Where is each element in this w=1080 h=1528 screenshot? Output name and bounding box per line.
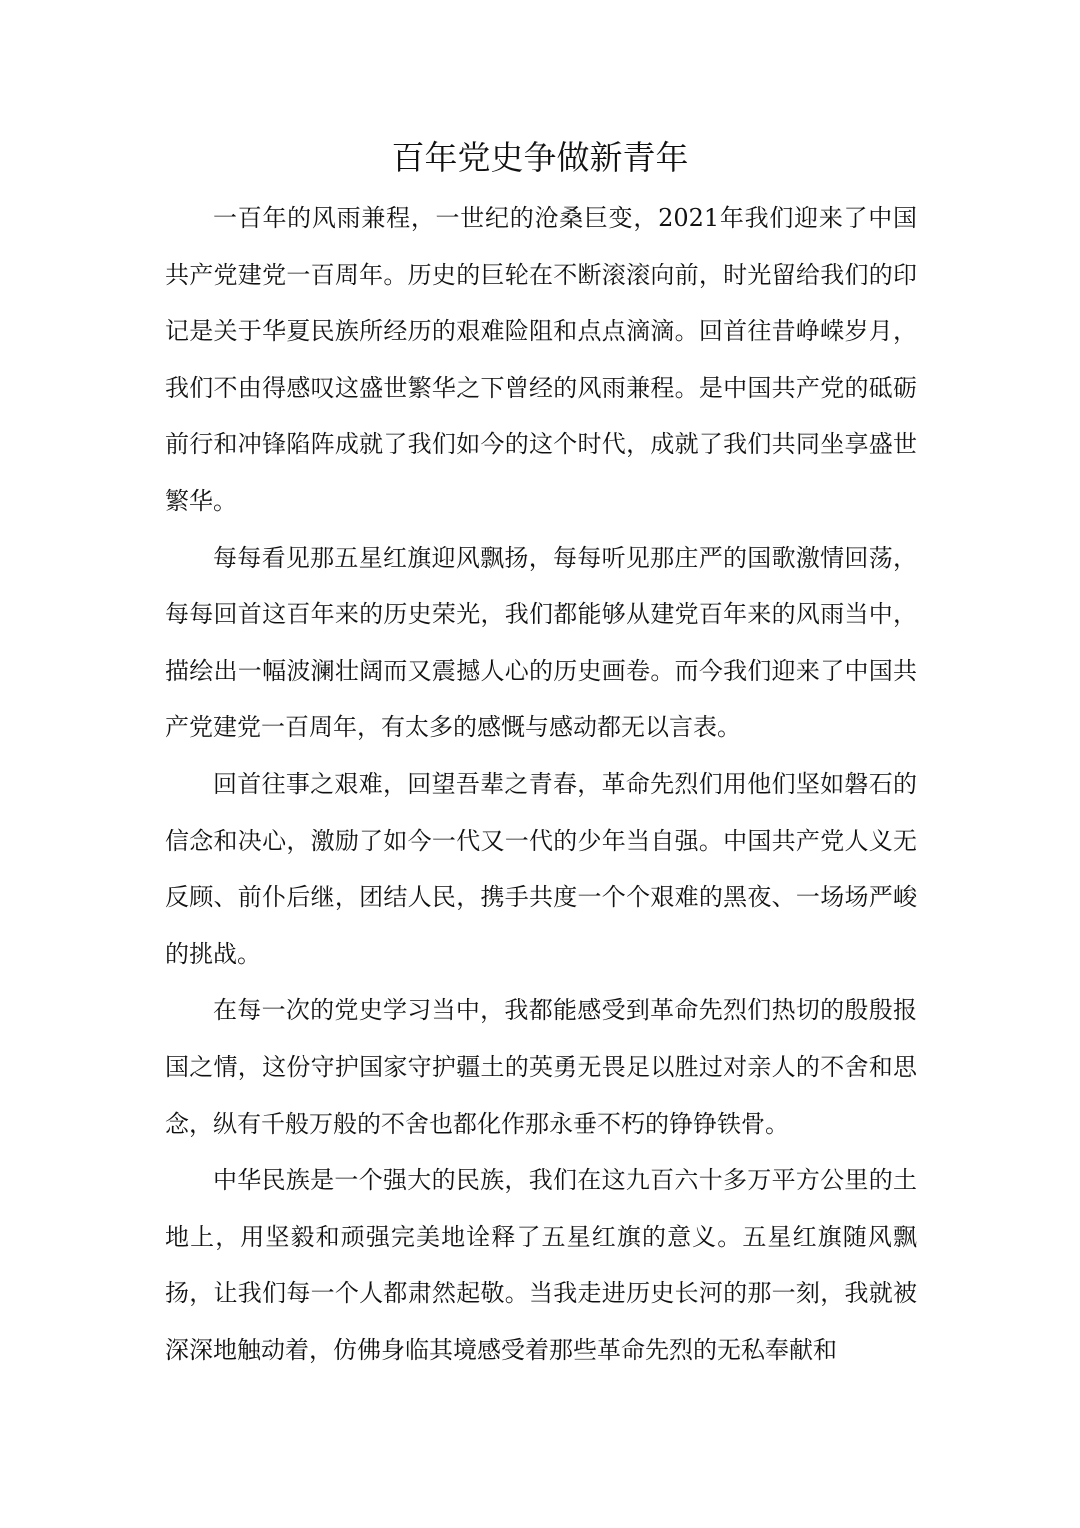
- paragraph-2: 每每看见那五星红旗迎风飘扬，每每听见那庄严的国歌激情回荡，每每回首这百年来的历史荣光，我们都能够从建党百年来的风雨当中，描绘出一幅波澜壮阔而又震撼人心的历史画卷。而今我们迎来了中国共产党建党一百周年，有太多的感慨与感动都无以言表。: [165, 543, 917, 742]
- paragraph-4: 在每一次的党史学习当中，我都能感受到革命先烈们热切的殷殷报国之情，这份守护国家守护疆土的英勇无畏足以胜过对亲人的不舍和思念，纵有千般万般的不舍也都化作那永垂不朽的铮铮铁骨。: [165, 996, 917, 1138]
- document-title: 百年党史争做新青年: [391, 138, 689, 177]
- paragraph-3: 回首往事之艰难，回望吾辈之青春，革命先烈们用他们坚如磐石的信念和决心，激励了如今一代又一代的少年当自强。中国共产党人义无反顾、前仆后继，团结人民，携手共度一个个艰难的黑夜、一场场严峻的挑战。: [165, 769, 917, 968]
- paragraph-5: 中华民族是一个强大的民族，我们在这九百六十多万平方公里的土地上，用坚毅和顽强完美地诠释了五星红旗的意义。五星红旗随风飘扬，让我们每一个人都肃然起敬。当我走进历史长河的那一刻，我就被深深地触动着，仿佛身临其境感受着那些革命先烈的无私奉献和: [165, 1166, 917, 1364]
- paragraph-1: 一百年的风雨兼程，一世纪的沧桑巨变，2021年我们迎来了中国共产党建党一百周年。历史的巨轮在不断滚滚向前，时光留给我们的印记是关于华夏民族所经历的艰难险阻和点点滴滴。回首往昔峥嵘岁月，我们不由得感叹这盛世繁华之下曾经的风雨兼程。是中国共产党的砥砺前行和冲锋陷阵成就了我们如今的这个时代，成就了我们共同坐享盛世繁华。: [165, 204, 917, 515]
- document-body: [165, 190, 917, 1378]
